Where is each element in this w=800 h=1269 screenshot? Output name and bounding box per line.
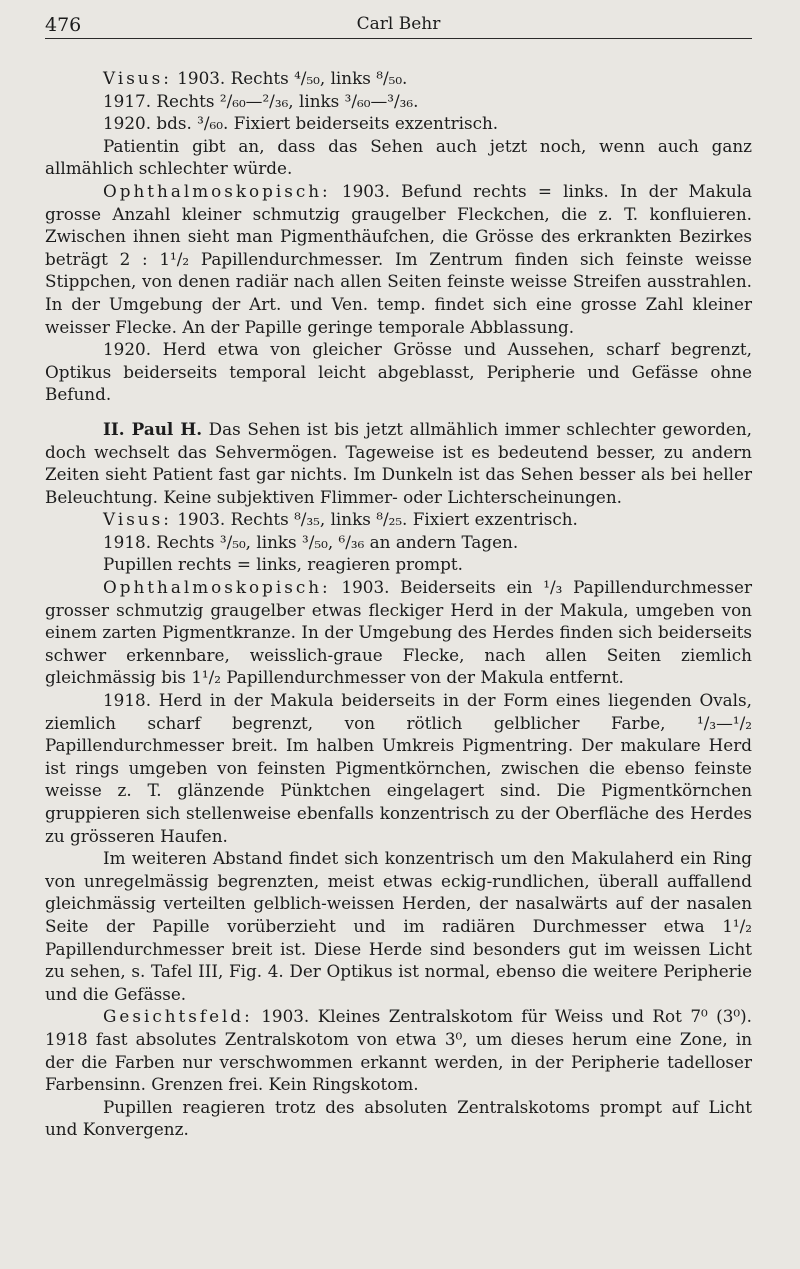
paragraph-text: 1918. Rechts ³/₅₀, links ³/₅₀, ⁶/₃₆ an andern Tagen. [103,531,519,552]
section-label: Gesichtsfeld: [103,1006,253,1027]
paragraph [45,338,752,406]
paragraph-text: Das Sehen ist bis jetzt allmählich immer schlechter geworden, doch wechselt das Sehvermögen. Tageweise ist es bedeutend besser, zu andern Zeiten sieht Patient fast gar nichts. Im Dunkeln ist das Sehen besser als bei heller Beleuchtung. Keine subjektiven Flimmer- oder Lichterscheinungen. [45,418,752,507]
paragraph [45,847,752,1005]
section-label: Ophthalmoskopisch: [103,180,331,201]
paragraph [45,135,752,180]
paragraph [45,689,752,847]
paragraph-text: 1903. Kleines Zentralskotom für Weiss und Rot 7⁰ (3⁰). 1918 fast absolutes Zentralskotom von etwa 3⁰, um dieses herum eine Zone, in der die Farben nur verschwommen erkannt werden, in der Peripherie tadelloser Farbensinn. Grenzen frei. Kein Ringskotom. [45,1006,752,1095]
paragraph [45,67,752,90]
paragraph-text: 1903. Beiderseits ein ¹/₃ Papillendurchmesser grosser schmutzig graugelber etwas fleckiger Herd in der Makula, umgeben von einem zarten Pigmentkranze. In der Umgebung des Herdes finden sich beiderseits schwer erkennbare, weisslich-graue Flecke, nach allen Seiten ziemlich gleichmässig bis 1¹/₂ Papillendurchmesser von der Makula entfernt. [45,577,752,688]
page-number: 476 [45,14,82,36]
paragraph-text: Pupillen reagieren trotz des absoluten Zentralskotoms prompt auf Licht und Konvergenz. [45,1096,752,1140]
section-label: Visus: [103,68,172,88]
paragraph-text: 1917. Rechts ²/₆₀—²/₃₆, links ³/₆₀—³/₃₆. [103,90,419,111]
paragraph-text: 1920. bds. ³/₆₀. Fixiert beiderseits exzentrisch. [103,113,499,134]
paragraph-text: 1920. Herd etwa von gleicher Grösse und Aussehen, scharf begrenzt, Optikus beiderseits temporal leicht abgeblasst, Peripherie und Gefässe ohne Befund. [45,339,752,405]
paragraph [45,1096,752,1141]
paragraph [45,90,752,113]
paragraph [45,112,752,135]
paragraph-text: 1903. Rechts ⁴/₅₀, links ⁸/₅₀. [171,68,408,88]
paragraph [45,553,752,576]
section-label: Visus: [103,509,172,530]
running-head [45,10,752,39]
paragraph-text: 1903. Befund rechts = links. In der Makula grosse Anzahl kleiner schmutzig graugelber Fleckchen, die z. T. konfluieren. Zwischen ihnen sieht man Pigmenthäufchen, die Grösse des erkrankten Bezirkes beträgt 2 : 1¹/₂ Papillendurchmesser. Im Zentrum finden sich feinste weisse Stippchen, von denen radiär nach allen Seiten feinste weisse Streifen ausstrahlen. In der Umgebung der Art. und Ven. temp. findet sich eine grosse Zahl kleiner weisser Flecke. An der Papille geringe temporale Abblassung. [45,180,752,337]
paragraph-text: Pupillen rechts = links, reagieren prompt. [103,554,463,575]
case-heading: II. Paul H. [103,418,203,439]
paragraph [45,508,752,531]
section-label: Ophthalmoskopisch: [103,577,331,598]
paragraph-text: Im weiteren Abstand findet sich konzentrisch um den Makulaherd ein Ring von unregelmässig begrenzten, meist etwas eckig-rundlichen, überall auffallend gleichmässig verteilten gelblich-weissen Herden, der nasalwärts auf der nasalen Seite der Papille vorüberzieht und im radiären Durchmesser etwa 1¹/₂ Papillendurchmesser breit ist. Diese Herde sind besonders gut im weissen Licht zu sehen, s. Tafel III, Fig. 4. Der Optikus ist normal, ebenso die weitere Peripherie und die Gefässe. [45,848,752,1004]
running-title: Carl Behr [356,14,441,34]
paragraph [45,576,752,689]
body-text [45,67,752,1141]
paragraph [45,180,752,338]
paragraph-text: 1918. Herd in der Makula beiderseits in der Form eines liegenden Ovals, ziemlich scharf begrenzt, von rötlich gelblicher Farbe, ¹/₃—¹/₂ Papillendurchmesser breit. Im halben Umkreis Pigmentring. Der makulare Herd ist rings umgeben von feinsten Pigmentkörnchen, zwischen die ebenso feinste weisse z. T. glänzende Pünktchen eingelagert sind. Die Pigmentkörnchen gruppieren sich stellenweise ebenfalls konzentrisch zu der Oberfläche des Herdes zu grösseren Haufen. [45,690,752,846]
paragraph-text: 1903. Rechts ⁸/₃₅, links ⁸/₂₅. Fixiert exzentrisch. [171,509,578,530]
paragraph [45,531,752,554]
paragraph [45,1005,752,1095]
paragraph [45,418,752,508]
paragraph-text: Patientin gibt an, dass das Sehen auch jetzt noch, wenn auch ganz allmählich schlechter würde. [45,135,752,179]
